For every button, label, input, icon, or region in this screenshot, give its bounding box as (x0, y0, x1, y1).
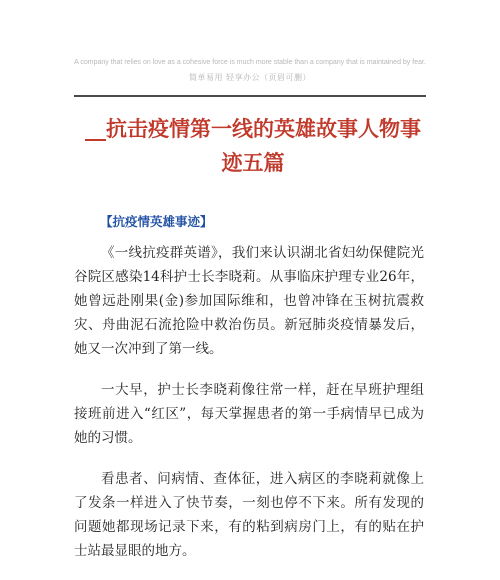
section-label: 【抗疫情英雄事迹】 (100, 214, 213, 229)
header-motto: A company that relies on love as a cohesive force is much more stable than a company that is maintained by fear. (74, 59, 426, 66)
body-paragraph: 《一线抗疫群英谱》，我们来认识湖北省妇幼保健院光谷院区感染14科护士长李晓莉。从事临床护理专业26年，她曾远赴刚果(金)参加国际维和，也曾冲锋在玉树抗震救灾、舟曲泥石流抢险中救治伤员。新冠肺炎疫情暴发后，她又一次冲到了第一线。 (74, 245, 424, 357)
document-title: __抗击疫情第一线的英雄故事人物事迹五篇 (85, 116, 421, 175)
body-paragraph: 看患者、问病情、查体征，进入病区的李晓莉就像上了发条一样进入了快节奏，一刻也停不下来。所有发现的问题她都现场记录下来，有的粘到病房门上，有的贴在护士站最显眼的地方。 (74, 471, 424, 559)
document-body (74, 241, 424, 580)
header-subtitle: 简单易用 轻享办公（页眉可删） (188, 73, 312, 82)
body-paragraph: 一大早，护士长李晓莉像往常一样，赶在早班护理组接班前进入“红区”，每天掌握患者的第一手病情早已成为她的习惯。 (74, 382, 424, 446)
header-divider (74, 95, 426, 97)
